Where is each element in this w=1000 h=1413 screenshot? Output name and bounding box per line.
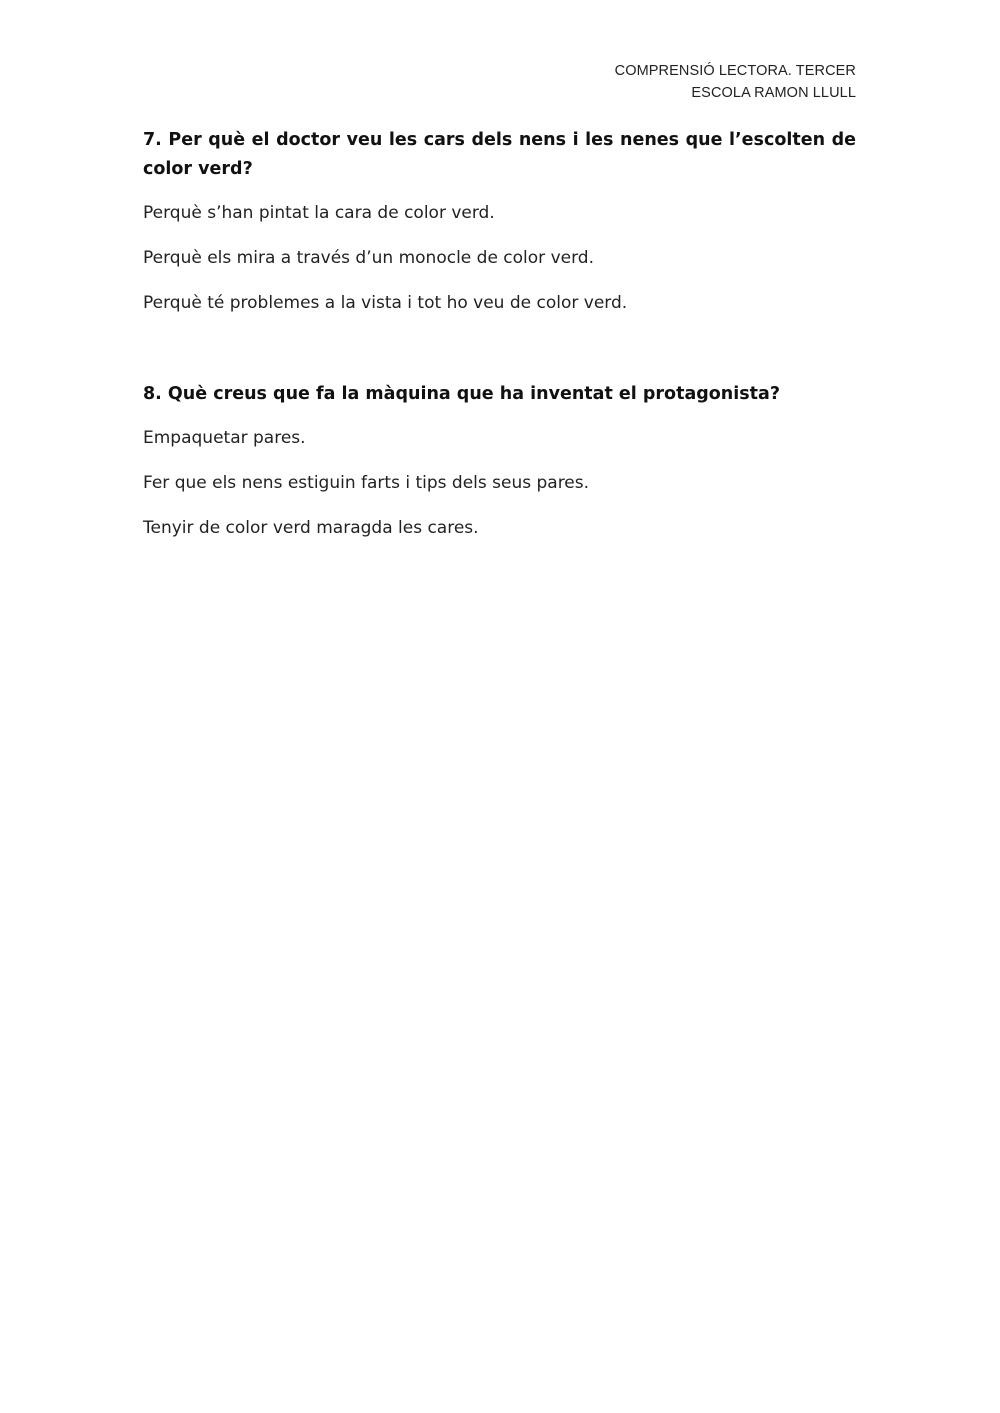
page-header — [615, 60, 856, 104]
question-8-option-a[interactable]: Empaquetar pares. — [143, 428, 306, 448]
question-7-option-a[interactable]: Perquè s’han pintat la cara de color verd. — [143, 203, 495, 223]
question-8-option-c[interactable]: Tenyir de color verd maragda les cares. — [143, 518, 479, 538]
question-block-7 — [143, 126, 856, 316]
question-7-text: 7. Per què el doctor veu les cars dels nens i les nenes que l’escolten de color verd? — [143, 130, 856, 179]
question-7-option-c[interactable]: Perquè té problemes a la vista i tot ho veu de color verd. — [143, 293, 628, 313]
question-block-8 — [143, 380, 856, 541]
question-8-text: 8. Què creus que fa la màquina que ha inventat el protagonista? — [143, 384, 780, 404]
question-7-options — [143, 201, 856, 316]
header-title: COMPRENSIÓ LECTORA. TERCER — [614, 63, 856, 79]
question-8-options — [143, 426, 856, 541]
question-8-option-b[interactable]: Fer que els nens estiguin farts i tips dels seus pares. — [143, 473, 590, 493]
worksheet-content — [143, 126, 856, 541]
header-school: ESCOLA RAMON LLULL — [691, 85, 856, 101]
question-7-option-b[interactable]: Perquè els mira a través d’un monocle de color verd. — [143, 248, 594, 268]
